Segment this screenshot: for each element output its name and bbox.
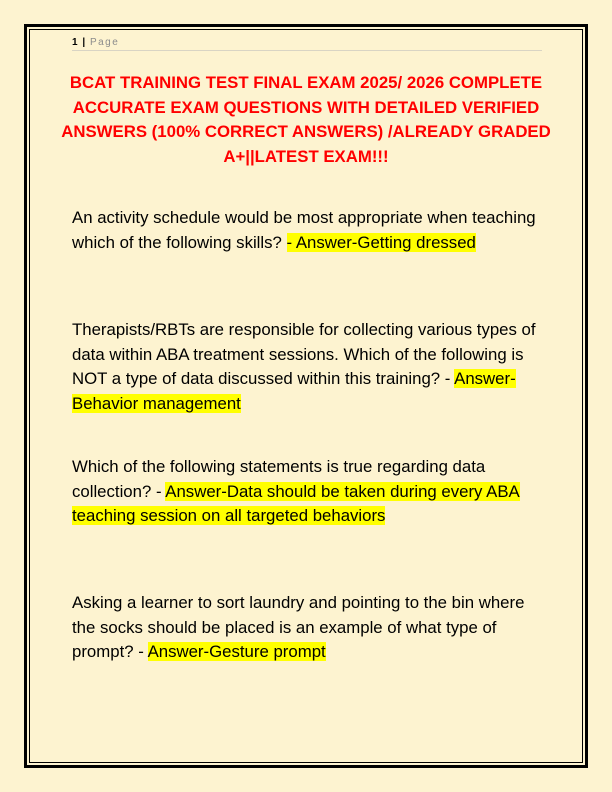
page-header: [72, 36, 542, 51]
question-text: Asking a learner to sort laundry and pointing to the bin where the socks should be placed is an example of what type of prompt? -: [72, 593, 525, 661]
qa-item-4: [72, 591, 542, 665]
page-separator: |: [82, 37, 86, 48]
question-text: Which of the following statements is true regarding data collection? -: [72, 457, 486, 501]
document-title: BCAT TRAINING TEST FINAL EXAM 2025/ 2026 COMPLETE ACCURATE EXAM QUESTIONS WITH DETAILED VERIFIED ANSWERS (100% CORRECT ANSWERS) /ALREADY GRADED A+||LATEST EXAM!!!: [61, 73, 551, 166]
answer-text: - Answer-Getting dressed: [286, 232, 476, 252]
page-label: Page: [89, 37, 120, 48]
answer-text: Answer-Gesture prompt: [147, 642, 326, 661]
qa-item-1: [72, 206, 542, 255]
question-text: Therapists/RBTs are responsible for collecting various types of data within ABA treatment sessions. Which of the following is NOT a type of data discussed within this training? -: [72, 320, 536, 388]
qa-item-2: [72, 318, 542, 416]
page-number: 1: [72, 37, 78, 48]
qa-item-3: [72, 455, 542, 529]
answer-text: Answer-Data should be taken during every ABA teaching session on all targeted behaviors: [72, 481, 520, 525]
question-text: An activity schedule would be most appropriate when teaching which of the following skills?: [72, 208, 536, 252]
answer-text: Answer-Behavior management: [72, 369, 516, 413]
